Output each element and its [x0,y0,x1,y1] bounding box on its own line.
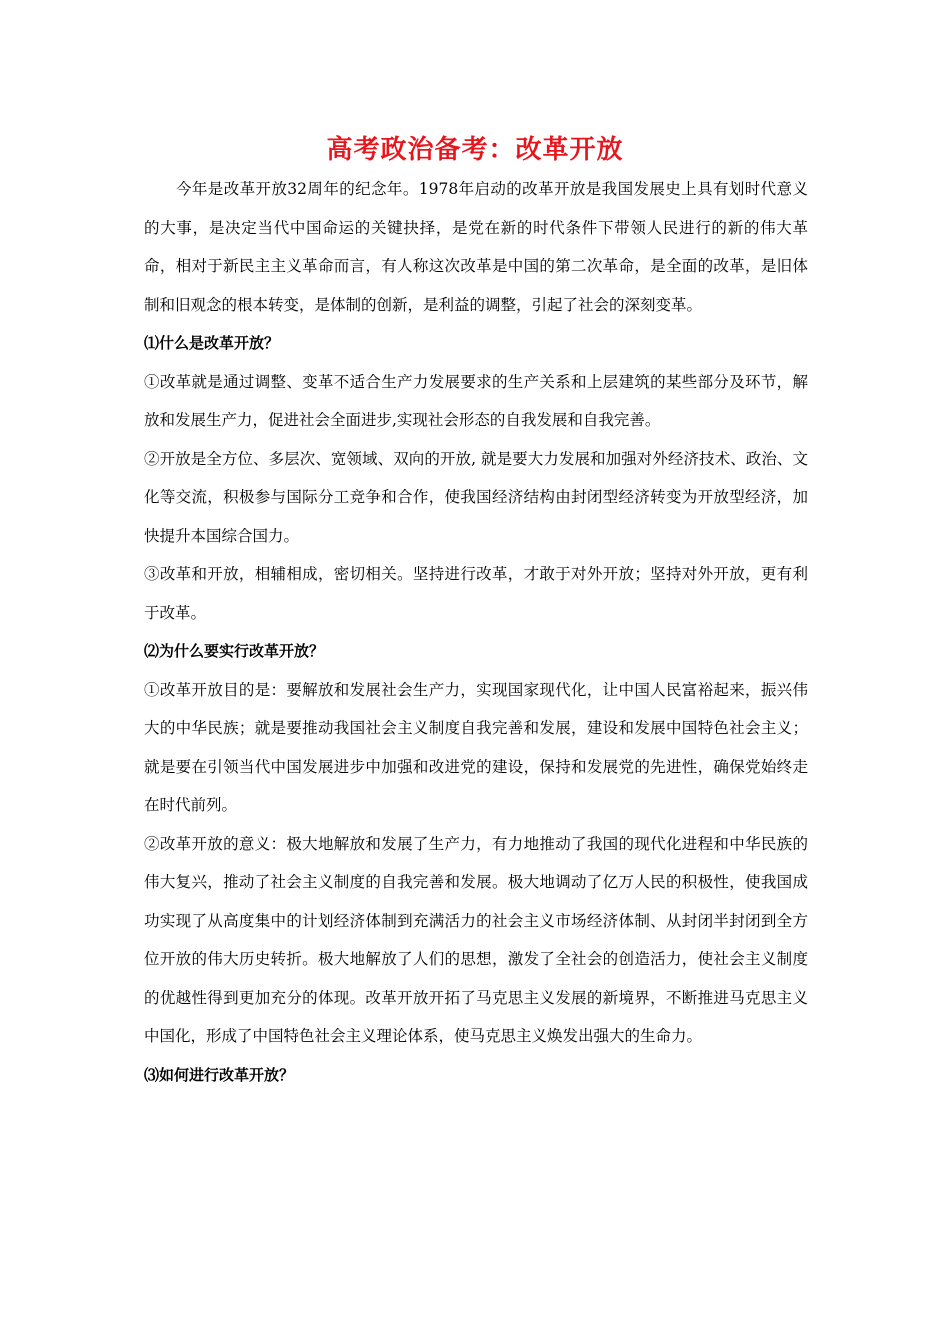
page-title: 高考政治备考：改革开放 [326,135,624,165]
section-how [144,1056,808,1095]
section-point: ③改革和开放，相辅相成，密切相关。坚持进行改革，才敢于对外开放；坚持对外开放，更有利于改革。 [144,565,808,622]
section-what [144,324,808,632]
intro-paragraph: 今年是改革开放32周年的纪念年。1978年启动的改革开放是我国发展史上具有划时代意义的大事，是决定当代中国命运的关键抉择，是党在新的时代条件下带领人民进行的新的伟大革命，相对于新民主主义革命而言，有人称这次改革是中国的第二次革命，是全面的改革，是旧体制和旧观念的根本转变，是体制的创新，是利益的调整，引起了社会的深刻变革。 [144,180,808,314]
section-heading: ⑴什么是改革开放？ [144,334,280,352]
document-body [144,170,808,1094]
section-heading: ⑶如何进行改革开放？ [144,1065,295,1084]
section-point: ①改革开放目的是：要解放和发展社会生产力，实现国家现代化，让中国人民富裕起来，振兴伟大的中华民族；就是要推动我国社会主义制度自我完善和发展，建设和发展中国特色社会主义；就是要在引领当代中国发展进步中加强和改进党的建设，保持和发展党的先进性，确保党始终走在时代前列。 [144,680,808,814]
section-heading: ⑵为什么要实行改革开放？ [144,642,325,660]
section-point: ②开放是全方位、多层次、宽领域、双向的开放, 就是要大力发展和加强对外经济技术、政治、文化等交流，积极参与国际分工竞争和合作，使我国经济结构由封闭型经济转变为开放型经济，加快提升本国综合国力。 [144,449,808,545]
section-point: ①改革就是通过调整、变革不适合生产力发展要求的生产关系和上层建筑的某些部分及环节，解放和发展生产力，促进社会全面进步,实现社会形态的自我发展和自我完善。 [144,372,808,429]
section-point: ②改革开放的意义：极大地解放和发展了生产力，有力地推动了我国的现代化进程和中华民族的伟大复兴，推动了社会主义制度的自我完善和发展。极大地调动了亿万人民的积极性，使我国成功实现了从高度集中的计划经济体制到充满活力的社会主义市场经济体制、从封闭半封闭到全方位开放的伟大历史转折。极大地解放了人们的思想，激发了全社会的创造活力，使社会主义制度的优越性得到更加充分的体现。改革开放开拓了马克思主义发展的新境界，不断推进马克思主义中国化，形成了中国特色社会主义理论体系，使马克思主义焕发出强大的生命力。 [144,834,808,1045]
section-why [144,632,808,1056]
